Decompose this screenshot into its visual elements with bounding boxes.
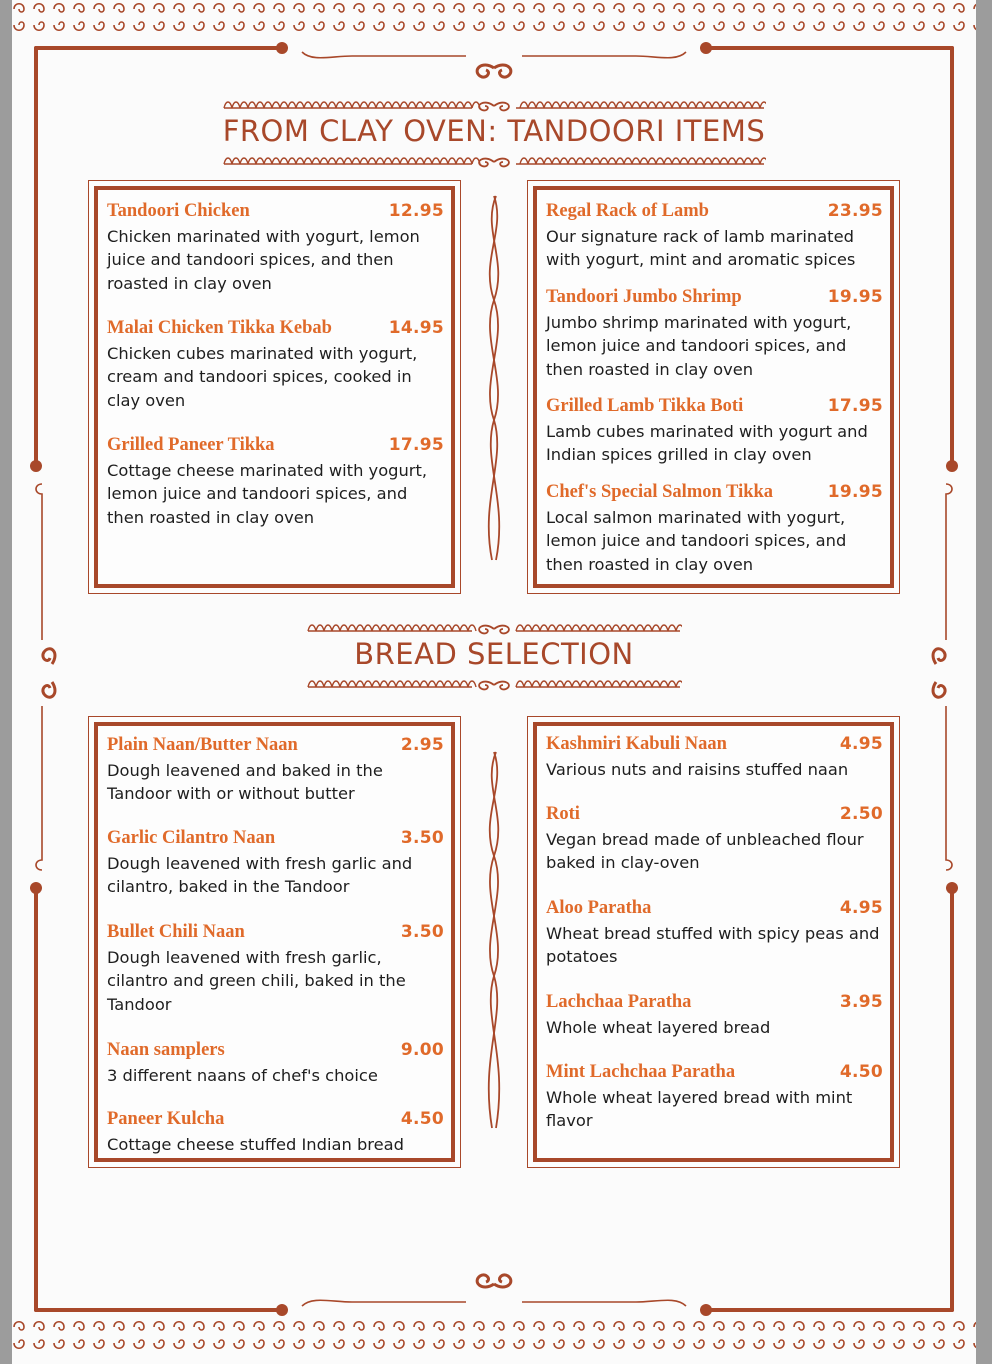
item-description: Whole wheat layered bread <box>546 1018 771 1037</box>
menu-item <box>107 828 444 899</box>
rule-loop <box>600 158 608 164</box>
rule-loop <box>408 158 416 164</box>
rule-loop <box>288 102 296 108</box>
rule-loop <box>348 681 356 687</box>
rule-loop <box>704 158 712 164</box>
rule-loop <box>304 158 312 164</box>
rule-loop <box>468 625 476 631</box>
item-price: 2.95 <box>400 735 444 755</box>
title-ornament-bottom-2 <box>306 677 682 691</box>
rule-loop <box>660 681 668 687</box>
item-name: Naan samplers <box>107 1040 225 1060</box>
item-price: 3.50 <box>400 828 444 848</box>
item-price: 2.50 <box>839 804 883 824</box>
rule-loop <box>368 158 376 164</box>
rule-loop <box>224 102 232 108</box>
rule-loop <box>572 681 580 687</box>
rule-loop <box>316 625 324 631</box>
rule-loop <box>620 625 628 631</box>
rule-loop <box>460 625 468 631</box>
rule-loop <box>412 625 420 631</box>
item-price: 17.95 <box>388 435 444 455</box>
item-description: 3 different naans of chef's choice <box>107 1066 378 1085</box>
rule-loop <box>672 102 680 108</box>
rule-loop <box>744 102 752 108</box>
menu-item <box>546 898 883 969</box>
rule-loop <box>712 158 720 164</box>
rule-loop <box>696 158 704 164</box>
rule-loop <box>704 102 712 108</box>
rule-loop <box>652 681 660 687</box>
rule-loop <box>576 158 584 164</box>
rule-center-swirl <box>479 626 509 634</box>
rule-loop <box>616 102 624 108</box>
item-name: Chef's Special Salmon Tikka <box>546 482 774 502</box>
item-description: Dough leavened and baked in the Tandoor with or without butter <box>107 761 383 804</box>
rule-loop <box>280 102 288 108</box>
menu-item <box>546 1062 883 1133</box>
rule-loop <box>588 625 596 631</box>
item-price: 19.95 <box>827 482 883 502</box>
rule-loop <box>352 102 360 108</box>
rule-loop <box>356 681 364 687</box>
rule-loop <box>548 681 556 687</box>
item-price: 19.95 <box>827 287 883 307</box>
rule-loop <box>652 625 660 631</box>
menu-item <box>107 1109 444 1156</box>
rule-loop <box>696 102 704 108</box>
rule-loop <box>644 681 652 687</box>
rule-loop <box>560 102 568 108</box>
rule-loop <box>752 102 760 108</box>
rule-loop <box>288 158 296 164</box>
rule-loop <box>580 681 588 687</box>
rule-loop <box>424 158 432 164</box>
rule-loop <box>232 158 240 164</box>
rule-loop <box>572 625 580 631</box>
rule-loop <box>528 158 536 164</box>
item-price: 4.95 <box>839 898 883 918</box>
item-name: Grilled Paneer Tikka <box>107 435 275 455</box>
item-name: Aloo Paratha <box>546 898 652 918</box>
rule-loop <box>388 681 396 687</box>
rule-loop <box>660 625 668 631</box>
rule-loop <box>392 102 400 108</box>
rule-loop <box>332 681 340 687</box>
rule-loop <box>324 681 332 687</box>
rule-loop <box>448 102 456 108</box>
rule-loop <box>360 158 368 164</box>
rule-loop <box>604 681 612 687</box>
rule-loop <box>444 625 452 631</box>
rule-loop <box>608 158 616 164</box>
rule-loop <box>752 158 760 164</box>
rule-loop <box>548 625 556 631</box>
item-price: 12.95 <box>388 201 444 221</box>
rule-loop <box>336 158 344 164</box>
rule-loop <box>524 625 532 631</box>
rule-loop <box>360 102 368 108</box>
rule-loop <box>676 625 682 631</box>
rule-loop <box>568 102 576 108</box>
rule-loop <box>656 102 664 108</box>
rule-loop <box>348 625 356 631</box>
rule-loop <box>440 102 448 108</box>
rule-loop <box>412 681 420 687</box>
menu-item <box>546 482 883 576</box>
rule-center-swirl <box>479 682 509 690</box>
rule-loop <box>608 102 616 108</box>
rule-loop <box>396 625 404 631</box>
item-price: 17.95 <box>827 396 883 416</box>
rule-loop <box>544 158 552 164</box>
rule-loop <box>352 158 360 164</box>
rule-loop <box>224 158 232 164</box>
rule-loop <box>296 158 304 164</box>
rule-loop <box>656 158 664 164</box>
rule-loop <box>400 102 408 108</box>
item-name: Lachchaa Paratha <box>546 992 692 1012</box>
rule-loop <box>628 625 636 631</box>
rule-loop <box>364 681 372 687</box>
rule-loop <box>592 158 600 164</box>
rule-loop <box>460 681 468 687</box>
item-description: Chicken marinated with yogurt, lemon juice and tandoori spices, and then roasted in clay oven <box>107 227 420 293</box>
rule-loop <box>312 102 320 108</box>
item-name: Malai Chicken Tikka Kebab <box>107 318 332 338</box>
rule-loop <box>600 102 608 108</box>
rule-loop <box>552 102 560 108</box>
rule-loop <box>356 625 364 631</box>
rule-loop <box>588 681 596 687</box>
rule-loop <box>544 102 552 108</box>
rule-loop <box>612 681 620 687</box>
rule-loop <box>272 102 280 108</box>
rule-loop <box>452 625 460 631</box>
rule-loop <box>644 625 652 631</box>
rule-loop <box>620 681 628 687</box>
rule-loop <box>616 158 624 164</box>
rule-loop <box>604 625 612 631</box>
rule-loop <box>536 102 544 108</box>
item-description: Cottage cheese stuffed Indian bread <box>107 1135 404 1154</box>
rule-loop <box>452 681 460 687</box>
rule-loop <box>624 102 632 108</box>
menu-item <box>546 287 883 381</box>
rule-loop <box>308 681 316 687</box>
rule-loop <box>424 102 432 108</box>
item-name: Garlic Cilantro Naan <box>107 828 276 848</box>
menu-item <box>107 318 444 412</box>
rule-loop <box>464 102 472 108</box>
rule-loop <box>376 102 384 108</box>
rule-loop <box>344 102 352 108</box>
section-title-bread: BREAD SELECTION <box>354 637 634 671</box>
rule-loop <box>456 102 464 108</box>
rule-loop <box>592 102 600 108</box>
bread-left-panel <box>88 716 461 1168</box>
rule-loop <box>664 158 672 164</box>
rule-loop <box>640 158 648 164</box>
rule-loop <box>396 681 404 687</box>
menu-item <box>107 922 444 1016</box>
rule-loop <box>556 625 564 631</box>
menu-item <box>107 435 444 529</box>
rule-loop <box>668 681 676 687</box>
rule-loop <box>736 158 744 164</box>
rule-loop <box>688 102 696 108</box>
item-name: Roti <box>546 804 580 824</box>
rule-loop <box>564 625 572 631</box>
rule-loop <box>596 681 604 687</box>
rule-loop <box>240 102 248 108</box>
rule-loop <box>668 625 676 631</box>
rule-loop <box>420 681 428 687</box>
item-description: Cottage cheese marinated with yogurt, lemon juice and tandoori spices, and then roasted in clay oven <box>107 461 428 527</box>
rule-loop <box>340 681 348 687</box>
rule-loop <box>416 102 424 108</box>
item-description: Vegan bread made of unbleached flour baked in clay-oven <box>546 830 864 873</box>
bread-right-panel <box>527 716 900 1168</box>
rule-loop <box>328 102 336 108</box>
rule-loop <box>648 102 656 108</box>
item-name: Plain Naan/Butter Naan <box>107 735 298 755</box>
item-price: 23.95 <box>827 201 883 221</box>
rule-loop <box>328 158 336 164</box>
rule-loop <box>232 102 240 108</box>
rule-loop <box>296 102 304 108</box>
rule-loop <box>380 625 388 631</box>
item-name: Tandoori Jumbo Shrimp <box>546 287 742 307</box>
rule-loop <box>304 102 312 108</box>
rule-loop <box>564 681 572 687</box>
item-description: Jumbo shrimp marinated with yogurt, lemon juice and tandoori spices, and then roasted in clay oven <box>546 313 852 379</box>
item-name: Paneer Kulcha <box>107 1109 225 1129</box>
rule-loop <box>308 625 316 631</box>
rule-loop <box>400 158 408 164</box>
rule-loop <box>688 158 696 164</box>
rule-loop <box>540 625 548 631</box>
rule-loop <box>440 158 448 164</box>
rule-loop <box>408 102 416 108</box>
rule-loop <box>428 625 436 631</box>
rule-loop <box>280 158 288 164</box>
item-description: Dough leavened with fresh garlic, cilantro and green chili, baked in the Tandoor <box>107 948 406 1014</box>
menu-item <box>107 1040 444 1087</box>
rule-loop <box>464 158 472 164</box>
rule-loop <box>532 681 540 687</box>
rule-loop <box>320 158 328 164</box>
item-description: Local salmon marinated with yogurt, lemon juice and tandoori spices, and then roasted in clay oven <box>546 508 847 574</box>
rule-loop <box>552 158 560 164</box>
rule-loop <box>468 681 476 687</box>
rule-loop <box>256 102 264 108</box>
section-title-tandoori: FROM CLAY OVEN: TANDOORI ITEMS <box>222 114 766 148</box>
rule-loop <box>640 102 648 108</box>
rule-loop <box>648 158 656 164</box>
rule-loop <box>676 681 682 687</box>
menu-item <box>546 992 883 1039</box>
rule-loop <box>612 625 620 631</box>
rule-loop <box>376 158 384 164</box>
rule-loop <box>516 681 524 687</box>
rule-loop <box>432 158 440 164</box>
rule-loop <box>584 158 592 164</box>
rule-loop <box>368 102 376 108</box>
rule-loop <box>596 625 604 631</box>
rule-loop <box>628 681 636 687</box>
menu-item <box>546 804 883 875</box>
rule-loop <box>384 158 392 164</box>
rule-loop <box>420 625 428 631</box>
item-price: 4.95 <box>839 734 883 754</box>
rule-loop <box>584 102 592 108</box>
rule-loop <box>388 625 396 631</box>
menu-item <box>546 201 883 272</box>
rule-loop <box>364 625 372 631</box>
rule-loop <box>456 158 464 164</box>
rule-loop <box>680 102 688 108</box>
rule-loop <box>632 158 640 164</box>
item-price: 3.95 <box>839 992 883 1012</box>
rule-loop <box>444 681 452 687</box>
item-description: Whole wheat layered bread with mint flavor <box>546 1088 853 1131</box>
rule-loop <box>520 158 528 164</box>
rule-loop <box>248 102 256 108</box>
title-ornament-bottom-1 <box>222 154 766 168</box>
rule-loop <box>248 158 256 164</box>
rule-loop <box>312 158 320 164</box>
rule-loop <box>344 158 352 164</box>
rule-loop <box>760 158 766 164</box>
rule-loop <box>636 625 644 631</box>
item-name: Bullet Chili Naan <box>107 922 245 942</box>
rule-loop <box>372 681 380 687</box>
rule-loop <box>720 102 728 108</box>
rule-loop <box>264 102 272 108</box>
menu-item <box>107 201 444 295</box>
rule-loop <box>256 158 264 164</box>
rule-loop <box>520 102 528 108</box>
rule-loop <box>416 158 424 164</box>
rule-loop <box>448 158 456 164</box>
rule-loop <box>536 158 544 164</box>
rule-center-swirl <box>479 103 509 111</box>
menu-page <box>12 0 976 1364</box>
item-name: Regal Rack of Lamb <box>546 201 709 221</box>
tandoori-left-panel <box>88 180 461 594</box>
item-description: Dough leavened with fresh garlic and cilantro, baked in the Tandoor <box>107 854 413 897</box>
rule-loop <box>264 158 272 164</box>
item-price: 3.50 <box>400 922 444 942</box>
rule-loop <box>240 158 248 164</box>
rule-loop <box>404 681 412 687</box>
rule-loop <box>728 158 736 164</box>
rule-loop <box>576 102 584 108</box>
rule-loop <box>384 102 392 108</box>
rule-loop <box>340 625 348 631</box>
item-name: Kashmiri Kabuli Naan <box>546 734 727 754</box>
rule-loop <box>680 158 688 164</box>
title-ornament-top-2 <box>306 621 682 635</box>
rule-loop <box>560 158 568 164</box>
rule-loop <box>324 625 332 631</box>
rule-loop <box>540 681 548 687</box>
item-description: Wheat bread stuffed with spicy peas and potatoes <box>546 924 880 967</box>
item-price: 4.50 <box>839 1062 883 1082</box>
item-name: Grilled Lamb Tikka Boti <box>546 396 744 416</box>
item-description: Lamb cubes marinated with yogurt and Indian spices grilled in clay oven <box>546 422 868 465</box>
menu-item <box>546 396 883 467</box>
rule-loop <box>516 625 524 631</box>
rule-loop <box>720 158 728 164</box>
item-description: Various nuts and raisins stuffed naan <box>546 760 849 779</box>
rule-loop <box>728 102 736 108</box>
rule-loop <box>712 102 720 108</box>
rule-loop <box>272 158 280 164</box>
item-price: 14.95 <box>388 318 444 338</box>
rule-loop <box>524 681 532 687</box>
rule-loop <box>372 625 380 631</box>
rule-loop <box>320 102 328 108</box>
rule-loop <box>760 102 766 108</box>
rule-loop <box>436 681 444 687</box>
rule-loop <box>624 158 632 164</box>
rule-loop <box>636 681 644 687</box>
item-price: 9.00 <box>400 1040 444 1060</box>
rule-loop <box>568 158 576 164</box>
rule-loop <box>580 625 588 631</box>
rule-loop <box>632 102 640 108</box>
item-description: Our signature rack of lamb marinated with yogurt, mint and aromatic spices <box>546 227 856 270</box>
rule-loop <box>392 158 400 164</box>
menu-item <box>107 735 444 806</box>
rule-loop <box>316 681 324 687</box>
rule-loop <box>436 625 444 631</box>
rule-loop <box>744 158 752 164</box>
rule-loop <box>672 158 680 164</box>
rule-loop <box>736 102 744 108</box>
rule-loop <box>332 625 340 631</box>
rule-loop <box>336 102 344 108</box>
item-name: Tandoori Chicken <box>107 201 250 221</box>
item-name: Mint Lachchaa Paratha <box>546 1062 736 1082</box>
item-description: Chicken cubes marinated with yogurt, cream and tandoori spices, cooked in clay oven <box>107 344 418 410</box>
rule-loop <box>380 681 388 687</box>
rule-loop <box>404 625 412 631</box>
rule-loop <box>528 102 536 108</box>
item-price: 4.50 <box>400 1109 444 1129</box>
rule-loop <box>428 681 436 687</box>
menu-item <box>546 734 883 781</box>
rule-loop <box>432 102 440 108</box>
rule-loop <box>664 102 672 108</box>
tandoori-right-panel <box>527 180 900 594</box>
rule-center-swirl <box>479 159 509 167</box>
rule-loop <box>556 681 564 687</box>
rule-loop <box>532 625 540 631</box>
title-ornament-top-1 <box>222 98 766 112</box>
